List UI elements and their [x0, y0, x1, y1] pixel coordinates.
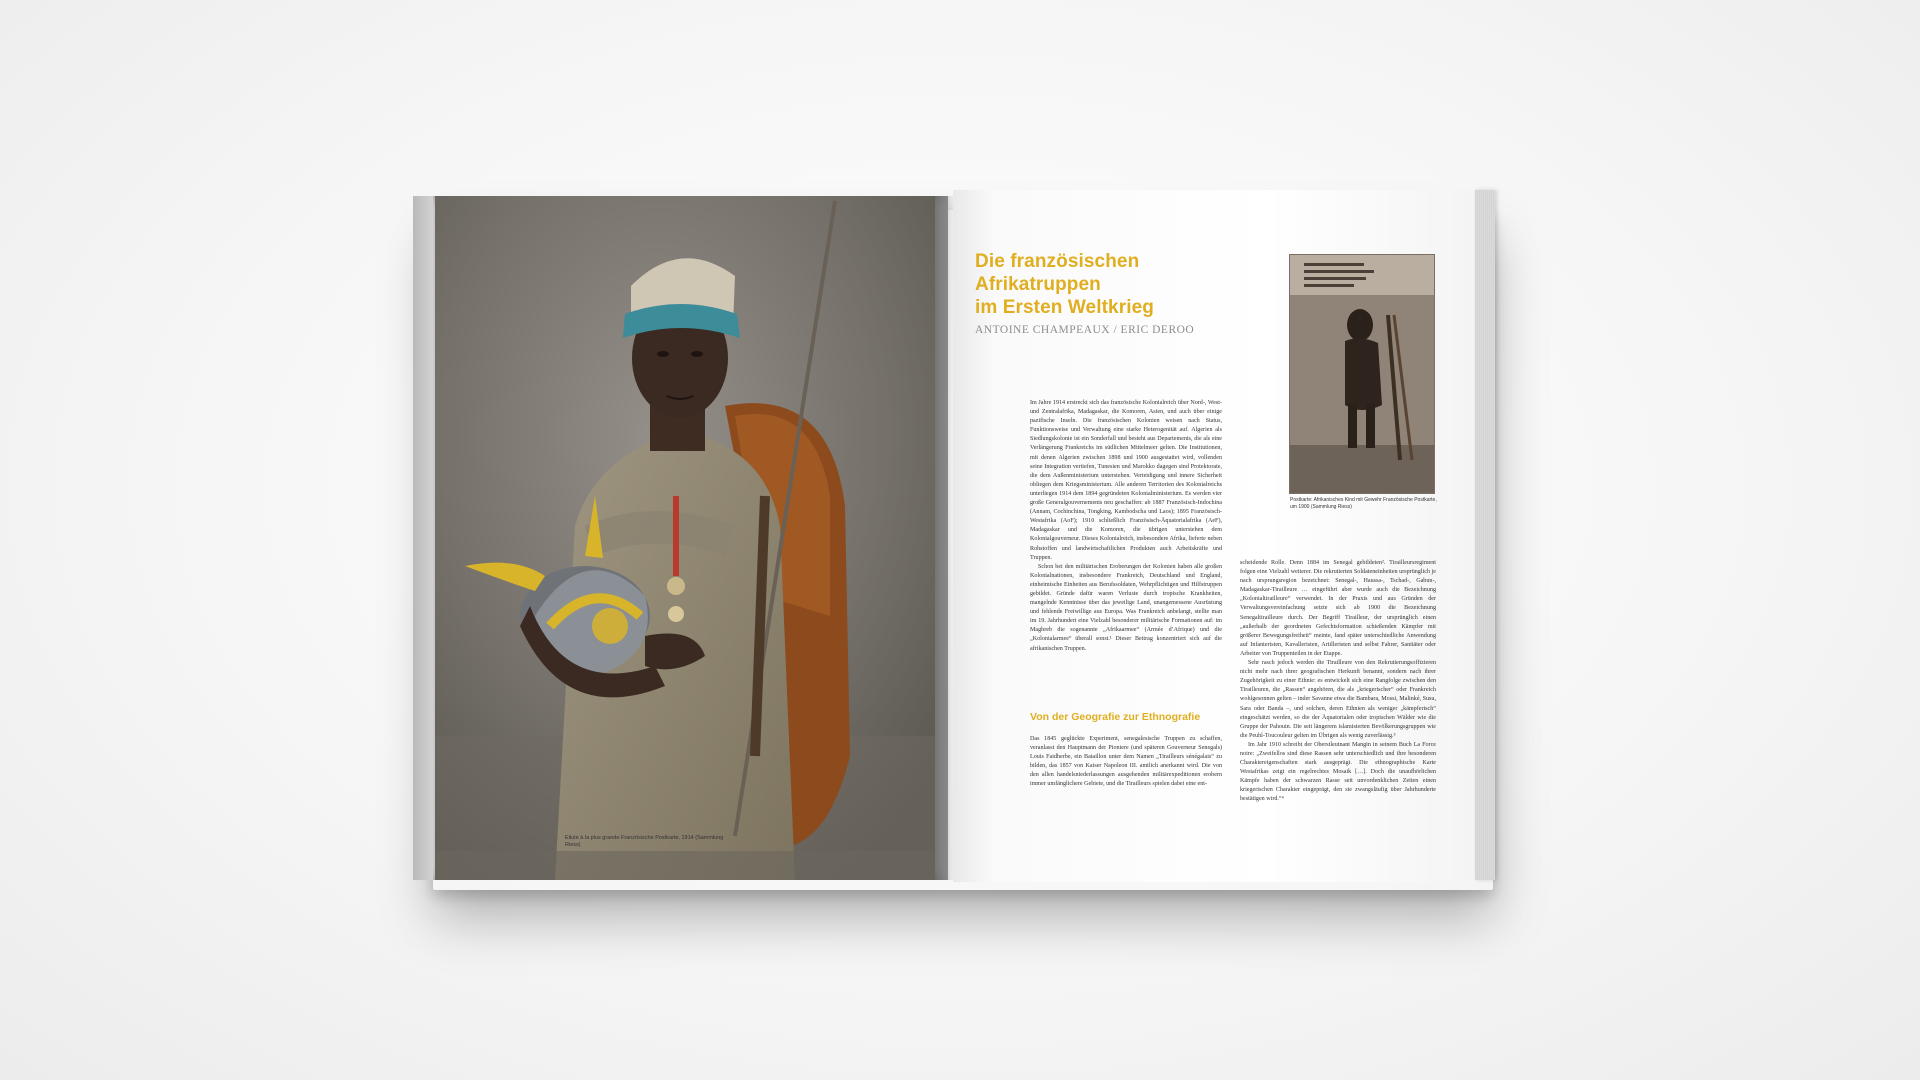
text-column-1-lower [1030, 735, 1222, 790]
text-column-1 [1030, 399, 1222, 654]
left-photo-caption: Eliute à la plus grande Französische Postkarte, 1914 (Sammlung Riess) [565, 835, 724, 848]
col2-paragraph-3: Im Jahr 1910 schreibt der Oberstleutnant Mangin in seinem Buch La Force noire: „Zweifellos sind diese Rassen sehr unterschiedlich und ihre besonderen Charaktereigenschaften stark ausgeprägt. Die ethnographische Karte Westafrikas zeigt ein regelrechtes Mosaik […]. Doch die unaufhörlichen Kämpfe haben der schwarzen Rasse seit unvordenklichen Zeiten einen kriegerischen Charakter eingeprägt, den sie zwangsläufig über Jahrhunderte bestätigen wird.“⁴ [1240, 741, 1436, 803]
title-line-2: Afrikatruppen [975, 274, 1101, 295]
section-subheading: Von der Geografie zur Ethnografie [1030, 711, 1201, 723]
col1-paragraph-1: Im Jahre 1914 erstreckt sich das französische Kolonialreich über Nord-, West- und Zentralafrika, Madagaskar, die Komoren, Asien, und auch über einige pazifische Inseln. Die französischen Kolonien weisen nach Status, Funktionsweise und Verwaltung eine starke Heterogenität auf. Algerien als Siedlungskolonie ist ein Sonderfall und besteht aus Departements, die als eine Verlängerung Frankreichs im südlichen Mittelmeer gelten. Die Institutionen, mit denen Algerien zwischen 1898 und 1900 ausgestattet wird, vollenden seine Integration vertiefen, Tunesien und Marokko dagegen sind Protektorate, die dem Außenministerium unterstehen. Verteidigung und innere Sicherheit obliegen dem Kriegsministerium. Alle anderen Territorien des Kolonialreichs unterliegen 1914 dem 1894 gegründeten Kolonialministerium. Es werden vier große Generalgouvernements neu geschaffen: ab 1887 Französisch-Indochina (Annam, Cochinchina, Tongking, Kambodscha und Laos); 1895 Französisch-Westafrika (AoF); 1910 schließlich Französisch-Äquatorialafrika (AeF), Madagaskar und die Komoren, die übrigen unterstehen dem Kolonialgouverneur. Dieses Kolonialreich, insbesondere Afrika, lieferte neben Rohstoffen und landwirtschaftlichen Produkten auch Arbeitskräfte und Truppen. [1030, 400, 1222, 561]
col2-paragraph-2: Sehr rasch jedoch werden die Tirailleure von den Rekrutierungsoffizieren nicht mehr nach ihrer geografischen Herkunft benannt, sondern nach ihrer Zugehörigkeit zu einer Ethnie: es entwickelt sich eine Rangfolge zwischen den Tirailleuren, die „Rassen“ angehören, die als „kriegerischer“ oder Frankreich wohlgesonnen gelten – inder Savanne etwa die Bambara, Mossi, Malinké, Susu, Sara oder Banda –, und solchen, deren Ethnien als weniger „kämpferisch“ eingeschätzt werden, so die der Äquatorialen oder tropischen Wälder wie die Gruppe der Pahouin. Die seit längerem islamisierten Bevölkerungsgruppen wie die Peuhl-Toucouleur gelten im Übrigen als wenig zuverlässig.³ [1240, 660, 1436, 739]
col1b-paragraph-1: Das 1845 geglückte Experiment, senegalesische Truppen zu schaffen, veranlasst den Hauptmann der Pioniere (und späteren Gouverneur Senegals) Louis Faidherbe, ein Bataillon unter dem Namen „Tirailleurs sénégalais“ zu bilden, das 1857 von Kaiser Napoleon III. amtlich anerkannt wird. Die von den allen handelsniederlassungen ausgehenden militärexpeditionen erobern immer umfänglichere Gebiete, und die Tirailleurs spielen dabei eine ent- [1030, 736, 1222, 788]
col1-paragraph-2: Schon bei den militärischen Eroberungen der Kolonien haben alle großen Kolonialnationen, insbesondere Frankreich, Deutschland und England, einheimische Einheiten aus Berufssoldaten, Wehrpflichtigen und Hilfstruppen gebildet. Gründe dafür waren Verluste durch tropische Krankheiten, mangelnde Kenntnisse über das jeweilige Land, unangemessene Ausrüstung und fehlende Freiwillige aus Europa. Was Frankreich anbelangt, stellte man im 19. Jahrhundert eine Vielzahl besonderer militärische Formationen auf: im Maghreb die sogenannte „Afrikaarmee“ (Armée d’Afrique) und die „Kolonialarmee“ überall sonst.¹ Dieser Beitrag konzentriert sich auf die afrikanischen Truppen. [1030, 563, 1222, 652]
text-column-2 [1240, 559, 1436, 805]
postcard-caption: Postkarte: Afrikanisches Kind mit Gewehr Französische Postkarte, um 1900 (Sammlung Riess) [1290, 497, 1437, 510]
child-illustration [1290, 255, 1434, 493]
postcard-photo [1290, 255, 1434, 493]
article-authors: ANTOINE CHAMPEAUX / ERIC DEROO [975, 324, 1195, 336]
title-line-3: im Ersten Weltkrieg [975, 297, 1154, 318]
right-page-edge [1475, 190, 1495, 880]
soldier-illustration [435, 196, 935, 880]
title-line-1: Die französischen [975, 251, 1140, 272]
soldier-photo [435, 196, 935, 880]
col2-paragraph-1: scheidende Rolle. Denn 1884 im Senegal gebildeten². Tirailleursregiment folgen eine Vielzahl weiterer. Die rekrutierten Soldateneinheiten ursprünglich je nach ursprungsregion bezeichnet: Senegal-, Haussa-, Tschad-, Gabun-, Madagaskar-Tirailleure … eingeführt aber wurde auch die Bezeichnung „Kolonialtirailleure“ verwendet. In der Praxis und aus Gründen der Verwaltungsvereinfachung setzte sich ab 1900 die Bezeichnung Senegaltirailleure durch. Der Begriff Tirailleur, der ursprünglich einen „außerhalb der geordneten Gefechtsformation schießenden Kämpfer mit größerer Bewegungsfreiheit“ meinte, fand später unterschiedliche Anwendung auf Infanteristen, Kavalleristen, Artilleristen und selbst Fahrer, Sanitäter oder Arbeiter von Truppenteilen in der Etappe. [1240, 560, 1436, 657]
article-title [975, 250, 1225, 319]
left-page-edge [413, 196, 433, 880]
